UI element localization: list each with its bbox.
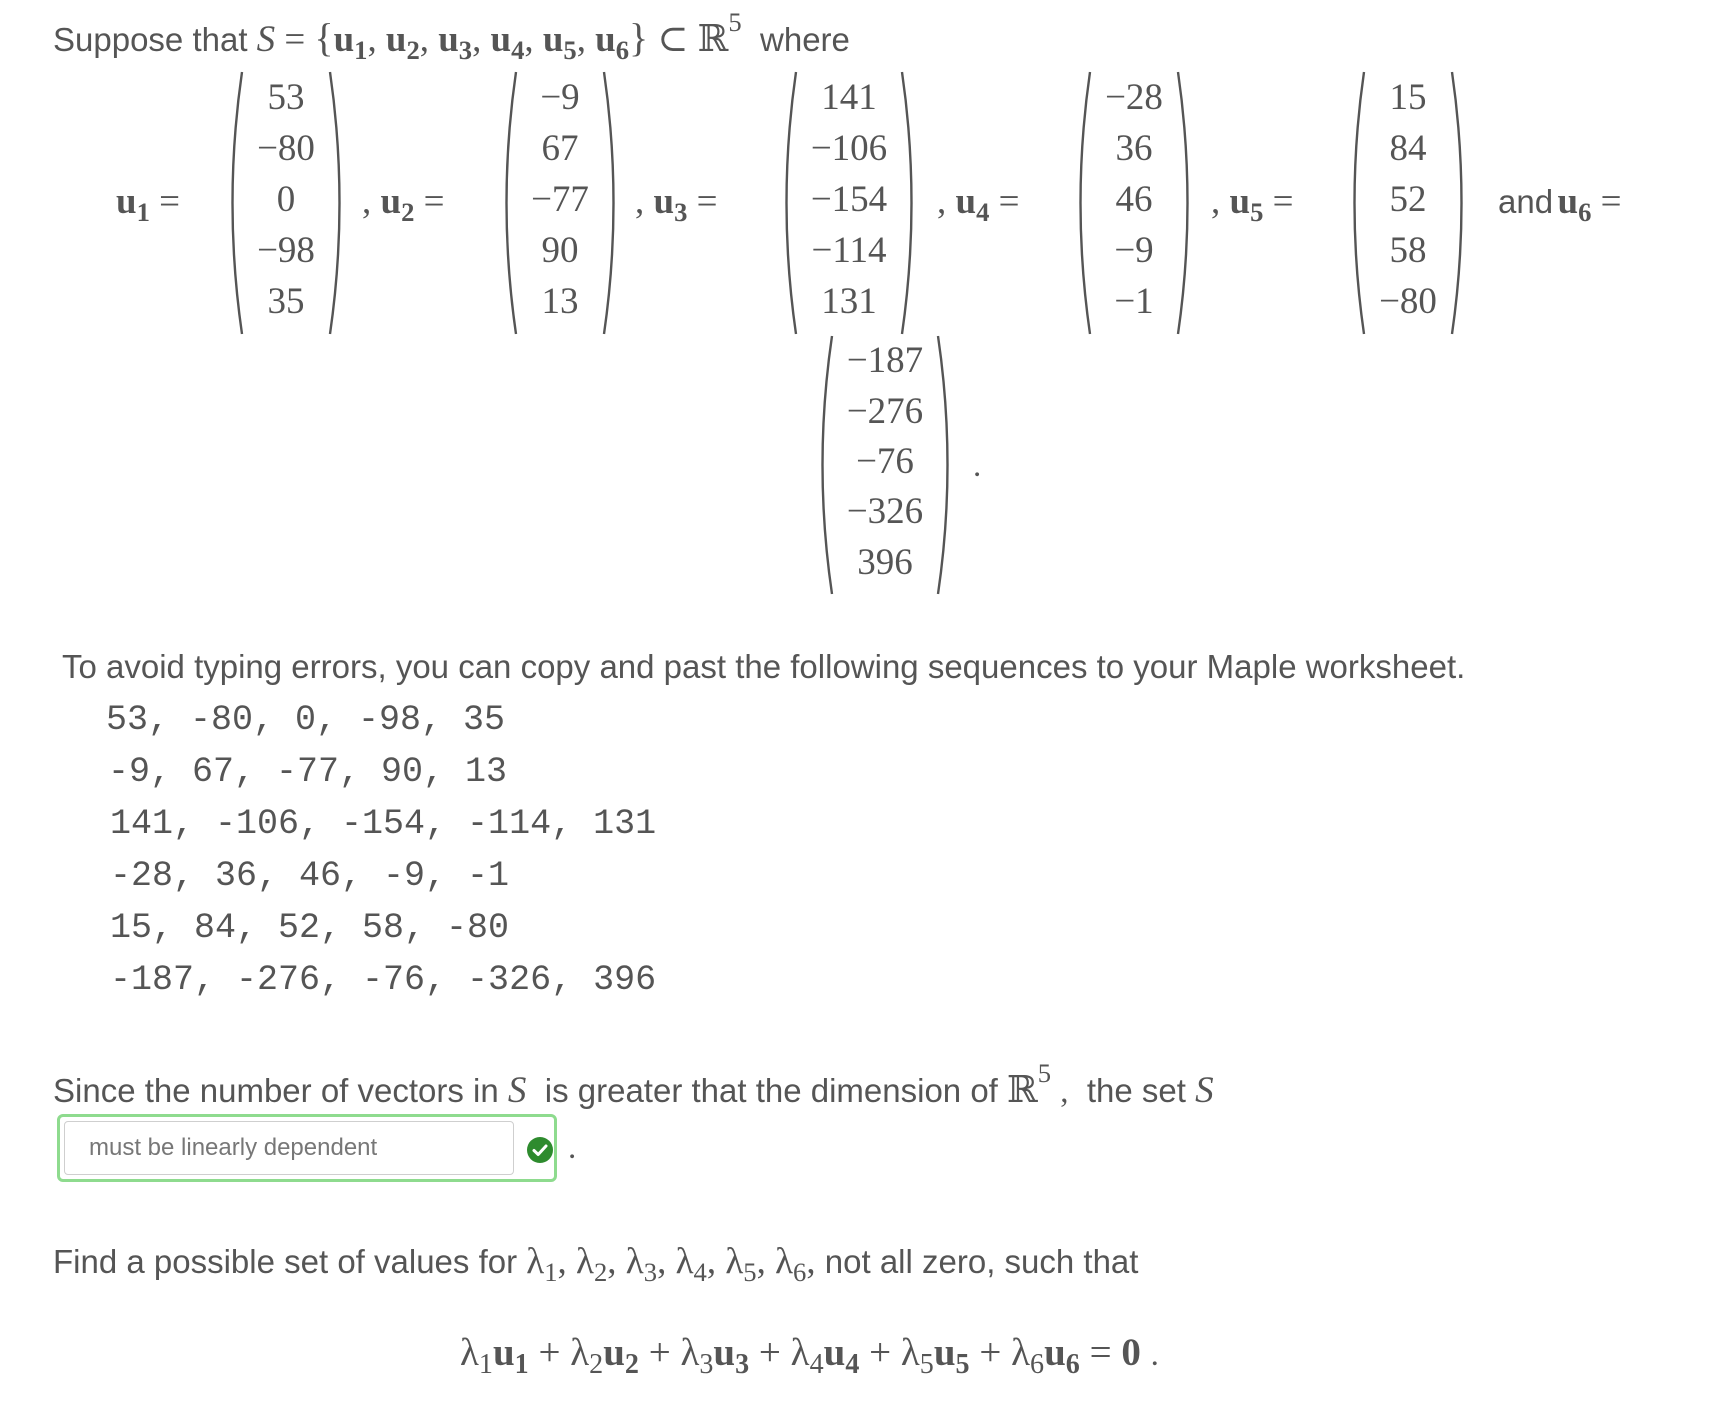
set-name-since: S: [507, 1070, 527, 1111]
real-space: ℝ$^5$: [697, 7, 742, 60]
sequence-4: -28, 36, 46, -9, -1: [110, 856, 510, 896]
intro-line: Suppose that $S = \{u_1$, $u_2$, $u_3$, $u_4$, $u_5$, $u_6$} ⊂ ℝ$^5$ where: [53, 7, 850, 65]
set-open-brace: {: [314, 15, 334, 60]
sequence-1: 53, -80, 0, -98, 35: [106, 700, 506, 740]
vector-entry: 131: [821, 281, 877, 323]
vector-u6: [812, 334, 958, 596]
vector-entry: 58: [1389, 230, 1427, 272]
vector-entry: −326: [846, 491, 924, 533]
vector-entry: −106: [810, 127, 888, 169]
vector-u1: [222, 70, 350, 336]
real-space-since: ℝ$^5$: [1007, 1058, 1052, 1111]
vector-u4: [1070, 70, 1198, 336]
sequence-6: -187, -276, -76, -326, 396: [110, 960, 657, 1000]
subset-symbol: ⊂: [657, 19, 689, 60]
set-name: S: [256, 19, 276, 60]
vector-entry: −76: [856, 441, 914, 482]
vector-entry: 396: [857, 541, 913, 583]
vector-u5: [1344, 70, 1472, 336]
vector-entry: −77: [531, 179, 589, 220]
where-word: where: [760, 21, 850, 58]
vector-entry: 36: [1115, 127, 1153, 169]
u4-label: , $u_4$ =: [937, 181, 1020, 227]
lambda-list: $\lambda_1$, $\lambda_2$, $\lambda_3$, $\lambda_4$, $\lambda_5$, $\lambda_6$,: [526, 1241, 816, 1287]
vector-end-period: .: [973, 448, 982, 484]
vector-entry: 53: [267, 76, 305, 118]
set-member-u2: $u_2$: [385, 19, 420, 65]
set-member-u6: $u_6$: [595, 19, 630, 65]
vector-entry: 84: [1389, 127, 1427, 169]
answer-field-container: [57, 1114, 557, 1182]
zero-vector: 0: [1121, 1331, 1141, 1374]
vector-u3: [776, 70, 922, 336]
vector-u2: [496, 70, 624, 336]
u3-label: , $u_3$ =: [635, 181, 718, 227]
sequence-2: -9, 67, -77, 90, 13: [108, 752, 508, 792]
vector-entry: 35: [267, 281, 305, 323]
sequence-3: 141, -106, -154, -114, 131: [110, 804, 657, 844]
vector-entry: −154: [810, 179, 888, 220]
intro-lead: Suppose that: [53, 21, 248, 58]
vector-entry: −98: [257, 230, 315, 272]
find-sentence: Find a possible set of values for $\lambda_1$, $\lambda_2$, $\lambda_3$, $\lambda_4$, $\lambda_5$, $\lambda_6$, not all zero, such that: [53, 1241, 1139, 1287]
set-member-u1: $u_1$: [333, 19, 368, 65]
vector-entry: −9: [1114, 230, 1154, 272]
vector-entry: −1: [1114, 281, 1154, 323]
u1-label: $u_1$ =: [116, 181, 181, 227]
vector-entry: 141: [821, 76, 877, 118]
vector-entry: 67: [541, 127, 579, 169]
check-icon: [527, 1137, 553, 1163]
vector-entry: −187: [846, 340, 924, 382]
answer-select[interactable]: must be linearly dependent: [64, 1121, 514, 1175]
equals-sign: =: [284, 19, 306, 60]
vector-entry: −80: [1379, 281, 1437, 323]
set-member-u3: $u_3$: [438, 19, 473, 65]
vector-entry: 15: [1389, 76, 1427, 118]
vector-entry: −80: [257, 127, 315, 169]
vector-entry: −114: [811, 230, 887, 272]
copy-note: To avoid typing errors, you can copy and past the following sequences to your Maple worksheet.: [62, 648, 1466, 685]
vector-entry: 52: [1389, 179, 1427, 220]
u5-label: , $u_5$ =: [1211, 181, 1294, 227]
vector-entry: 0: [276, 179, 296, 220]
vector-entry: 46: [1115, 179, 1153, 220]
vector-entry: 13: [541, 281, 579, 323]
sequence-5: 15, 84, 52, 58, -80: [110, 908, 510, 948]
vector-entry: 90: [541, 230, 579, 272]
u6-label: and $u_6$ =: [1498, 181, 1622, 227]
linear-combination-equation: $\lambda_1u_1 + \lambda_2u_2 + \lambda_3u_3 + \lambda_4u_4 + \lambda_5u_5 + \lambda_6u_6 = 0$ .: [460, 1331, 1159, 1381]
set-close-brace: }: [629, 15, 649, 60]
set-name-since-2: S: [1195, 1070, 1214, 1111]
vector-entry: −9: [540, 76, 580, 118]
vector-entry: −276: [846, 390, 924, 432]
and-word: and: [1498, 183, 1554, 220]
set-member-u5: $u_5$: [542, 19, 577, 65]
vector-entry: −28: [1105, 76, 1163, 118]
since-sentence: Since the number of vectors in S is greater that the dimension of ℝ$^5$ , the set S: [53, 1058, 1214, 1111]
set-member-u4: $u_4$: [490, 19, 525, 65]
answer-period: .: [568, 1130, 577, 1166]
u2-label: , $u_2$ =: [362, 181, 445, 227]
